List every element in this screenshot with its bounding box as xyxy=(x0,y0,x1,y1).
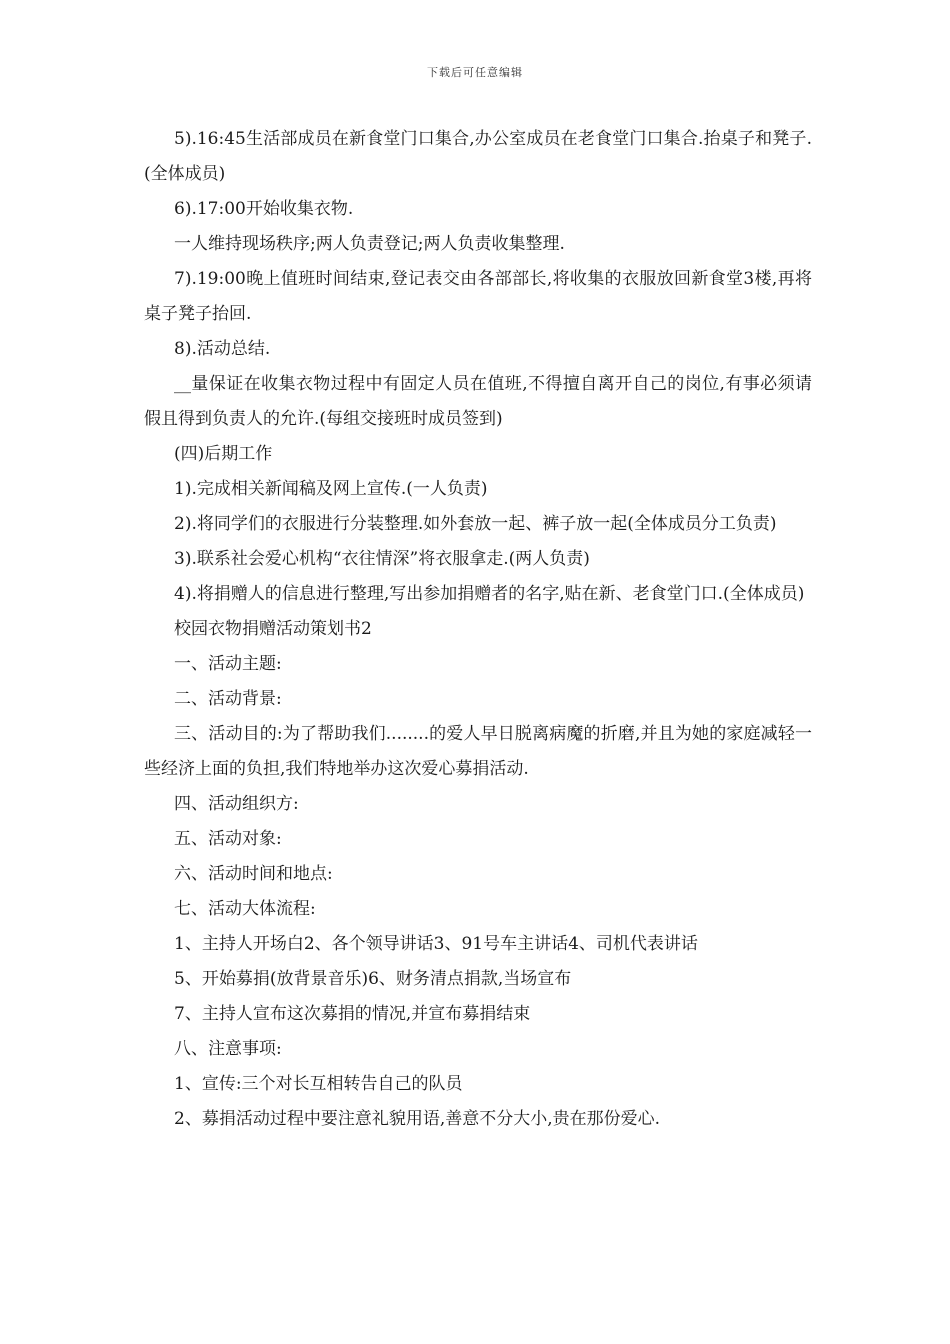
document-body xyxy=(144,122,812,1137)
section-heading: (四)后期工作 xyxy=(174,444,273,464)
paragraph: 6).17:00开始收集衣物. xyxy=(174,199,354,219)
paragraph: 1).完成相关新闻稿及网上宣传.(一人负责) xyxy=(174,479,488,499)
page-header: 下载后可任意编辑 xyxy=(427,66,523,79)
paragraph: 7).19:00晚上值班时间结束,登记表交由各部部长,将收集的衣服放回新食堂3楼,再将桌子凳子抬回. xyxy=(144,269,812,324)
paragraph: 2).将同学们的衣服进行分装整理.如外套放一起、裤子放一起(全体成员分工负责) xyxy=(174,514,777,534)
document-title: 校园衣物捐赠活动策划书2 xyxy=(174,619,372,639)
paragraph: 1、宣传:三个对长互相转告自己的队员 xyxy=(174,1074,463,1094)
paragraph: 8).活动总结. xyxy=(174,339,271,359)
section-heading: 七、活动大体流程: xyxy=(174,899,316,919)
section-heading: 八、注意事项: xyxy=(174,1039,282,1059)
paragraph: 7、主持人宣布这次募捐的情况,并宣布募捐结束 xyxy=(174,1004,531,1024)
section-heading: 二、活动背景: xyxy=(174,689,282,709)
paragraph: 5).16:45生活部成员在新食堂门口集合,办公室成员在老食堂门口集合.抬桌子和凳子.(全体成员) xyxy=(144,129,812,184)
paragraph: 3).联系社会爱心机构“衣往情深”将衣服拿走.(两人负责) xyxy=(174,549,590,569)
section-heading: 一、活动主题: xyxy=(174,654,282,674)
section-heading: 六、活动时间和地点: xyxy=(174,864,333,884)
paragraph: __量保证在收集衣物过程中有固定人员在值班,不得擅自离开自己的岗位,有事必须请假且得到负责人的允许.(每组交接班时成员签到) xyxy=(144,374,812,429)
paragraph: 5、开始募捐(放背景音乐)6、财务清点捐款,当场宣布 xyxy=(174,969,572,989)
paragraph: 1、主持人开场白2、各个领导讲话3、91号车主讲话4、司机代表讲话 xyxy=(174,934,698,954)
paragraph: 一人维持现场秩序;两人负责登记;两人负责收集整理. xyxy=(174,234,565,254)
paragraph: 2、募捐活动过程中要注意礼貌用语,善意不分大小,贵在那份爱心. xyxy=(174,1109,661,1129)
section-heading: 四、活动组织方: xyxy=(174,794,299,814)
section-heading: 五、活动对象: xyxy=(174,829,282,849)
paragraph: 4).将捐赠人的信息进行整理,写出参加捐赠者的名字,贴在新、老食堂门口.(全体成员) xyxy=(174,584,805,604)
paragraph: 三、活动目的:为了帮助我们........的爱人早日脱离病魔的折磨,并且为她的家庭减轻一些经济上面的负担,我们特地举办这次爱心募捐活动. xyxy=(144,724,812,779)
